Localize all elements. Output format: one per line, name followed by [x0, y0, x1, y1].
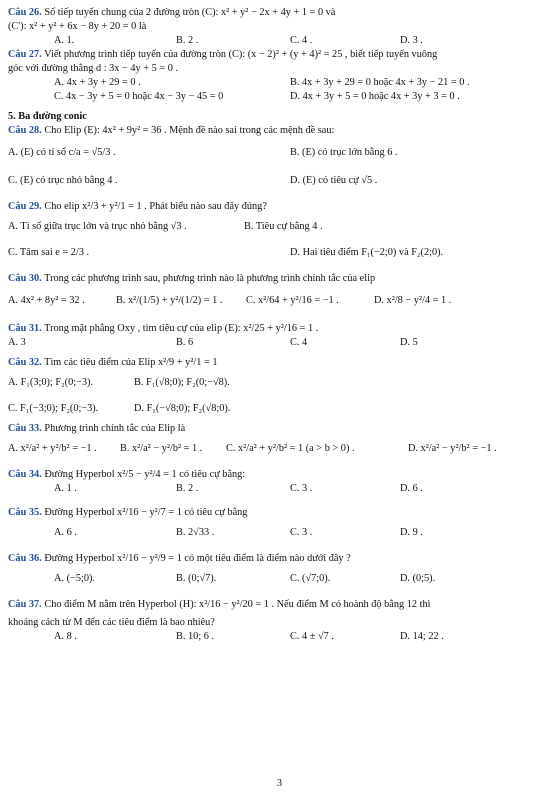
question-number: Câu 36. — [8, 553, 42, 564]
question-stem: Trong mặt phẳng Oxy , tìm tiêu cự của elip (E): x²/25 + y²/16 = 1 . — [44, 323, 319, 334]
option-c[interactable]: C. Tâm sai e = 2/3 . — [8, 247, 90, 258]
question-36 — [8, 552, 548, 592]
question-26 — [8, 6, 548, 48]
options-row — [8, 240, 548, 266]
question-number: Câu 31. — [8, 323, 42, 334]
option-c[interactable]: C. 3 . — [290, 527, 313, 538]
option-c[interactable]: C. 4 — [290, 337, 308, 348]
options-row — [8, 566, 548, 592]
option-a[interactable]: A. 1. — [54, 35, 75, 46]
question-33 — [8, 422, 548, 462]
option-d[interactable]: D. 5 — [400, 337, 418, 348]
options-row — [8, 34, 548, 48]
question-31 — [8, 322, 548, 350]
section-title: 5. Ba đường conic — [8, 111, 87, 122]
question-37 — [8, 598, 548, 644]
option-c[interactable]: C. (E) có trục nhỏ bằng 4 . — [8, 175, 118, 186]
options-row — [8, 214, 548, 240]
question-32 — [8, 356, 548, 422]
option-b[interactable]: B. x²/(1/5) + y²/(1/2) = 1 . — [116, 295, 223, 306]
options-row — [8, 482, 548, 496]
option-d[interactable]: D. 14; 22 . — [400, 631, 444, 642]
question-number: Câu 33. — [8, 423, 42, 434]
question-29 — [8, 200, 548, 266]
option-b[interactable]: B. 4x + 3y + 29 = 0 hoặc 4x + 3y − 21 = 0 . — [290, 77, 470, 88]
question-stem: Đường Hyperbol x²/16 − y²/7 = 1 có tiêu cự bằng — [44, 507, 248, 518]
options-row — [8, 90, 548, 104]
options-row — [8, 76, 548, 90]
option-c[interactable]: C. (√7;0). — [290, 573, 331, 584]
options-row — [8, 630, 548, 644]
question-27 — [8, 48, 548, 104]
option-b[interactable]: B. F₁(√8;0); F₂(0;−√8). — [134, 377, 230, 388]
question-stem: Cho điểm M nằm trên Hyperbol (H): x²/16 − y²/20 = 1 . Nếu điểm M có hoành độ bằng 12 thì — [44, 599, 431, 610]
question-stem: Phương trình chính tắc của Elip là — [44, 423, 186, 434]
question-stem: Viết phương trình tiếp tuyến của đường tròn (C): (x − 2)² + (y + 4)² = 25 , biết tiếp tuyến vuông — [44, 49, 438, 60]
options-row — [8, 138, 548, 168]
question-number: Câu 29. — [8, 201, 42, 212]
option-c[interactable]: C. 4 . — [290, 35, 313, 46]
option-d[interactable]: D. x²/8 − y²/4 = 1 . — [374, 295, 452, 306]
option-a[interactable]: A. 1 . — [54, 483, 77, 494]
question-stem: Đường Hyperbol x²/16 − y²/9 = 1 có một tiêu điểm là điểm nào dưới đây ? — [44, 553, 351, 564]
option-c[interactable]: C. x²/64 + y²/16 = −1 . — [246, 295, 339, 306]
options-row — [8, 396, 548, 422]
page-number: 3 — [277, 778, 282, 789]
options-row — [8, 336, 548, 350]
question-stem: Cho elip x²/3 + y²/1 = 1 . Phát biểu nào sau đây đúng? — [44, 201, 267, 212]
option-c[interactable]: C. 4 ± √7 . — [290, 631, 334, 642]
option-a[interactable]: A. 6 . — [54, 527, 77, 538]
question-35 — [8, 506, 548, 546]
option-c[interactable]: C. x²/a² + y²/b² = 1 (a > b > 0) . — [226, 443, 355, 454]
option-d[interactable]: D. 9 . — [400, 527, 423, 538]
option-b[interactable]: B. (0;√7). — [176, 573, 217, 584]
question-30 — [8, 272, 548, 316]
option-d[interactable]: D. Hai tiêu điểm F₁(−2;0) và F₂(2;0). — [290, 247, 444, 258]
option-b[interactable]: B. 2 . — [176, 483, 199, 494]
question-stem: Số tiếp tuyến chung của 2 đường tròn (C): x² + y² − 2x + 4y + 1 = 0 và — [44, 7, 336, 18]
option-a[interactable]: A. F₁(3;0); F₂(0;−3). — [8, 377, 94, 388]
question-number: Câu 30. — [8, 273, 42, 284]
option-c[interactable]: C. F₁(−3;0); F₂(0;−3). — [8, 403, 99, 414]
option-b[interactable]: B. 2 . — [176, 35, 199, 46]
options-row — [8, 286, 548, 316]
option-a[interactable]: A. 8 . — [54, 631, 77, 642]
question-number: Câu 27. — [8, 49, 42, 60]
question-stem: Tìm các tiêu điểm của Elip x²/9 + y²/1 = 1 — [44, 357, 218, 368]
options-row — [8, 370, 548, 396]
question-34 — [8, 468, 548, 496]
option-a[interactable]: A. (−5;0). — [54, 573, 95, 584]
question-number: Câu 37. — [8, 599, 42, 610]
options-row — [8, 436, 548, 462]
option-c[interactable]: C. 4x − 3y + 5 = 0 hoặc 4x − 3y − 45 = 0 — [54, 91, 224, 102]
option-d[interactable]: D. x²/a² − y²/b² = −1 . — [408, 443, 497, 454]
option-a[interactable]: A. x²/a² + y²/b² = −1 . — [8, 443, 97, 454]
option-a[interactable]: A. 4x + 3y + 29 = 0 . — [54, 77, 141, 88]
question-stem: Trong các phương trình sau, phương trình nào là phương trình chính tắc của elip — [44, 273, 376, 284]
question-number: Câu 35. — [8, 507, 42, 518]
question-number: Câu 32. — [8, 357, 42, 368]
option-a[interactable]: A. 3 — [8, 337, 26, 348]
option-a[interactable]: A. (E) có tỉ số c/a = √5/3 . — [8, 147, 116, 158]
option-d[interactable]: D. 3 . — [400, 35, 423, 46]
option-b[interactable]: B. x²/a² − y²/b² = 1 . — [120, 443, 203, 454]
option-a[interactable]: A. Tỉ số giữa trục lớn và trục nhỏ bằng √3 . — [8, 221, 187, 232]
option-c[interactable]: C. 3 . — [290, 483, 313, 494]
document-page — [8, 6, 548, 644]
question-number: Câu 34. — [8, 469, 42, 480]
question-stem-cont: khoảng cách từ M đến các tiêu điểm là bao nhiêu? — [8, 617, 215, 628]
options-row — [8, 168, 548, 194]
question-number: Câu 28. — [8, 125, 42, 136]
option-d[interactable]: D. (E) có tiêu cự √5 . — [290, 175, 378, 186]
option-d[interactable]: D. 6 . — [400, 483, 423, 494]
option-b[interactable]: B. Tiêu cự bằng 4 . — [244, 221, 323, 232]
option-d[interactable]: D. F₁(−√8;0); F₂(√8;0). — [134, 403, 231, 414]
options-row — [8, 520, 548, 546]
option-d[interactable]: D. 4x + 3y + 5 = 0 hoặc 4x + 3y + 3 = 0 . — [290, 91, 460, 102]
question-number: Câu 26. — [8, 7, 42, 18]
option-a[interactable]: A. 4x² + 8y² = 32 . — [8, 295, 85, 306]
question-stem: Cho Elip (E): 4x² + 9y² = 36 . Mệnh đề nào sai trong các mệnh đề sau: — [44, 125, 335, 136]
question-stem-cont: (C'): x² + y² + 6x − 8y + 20 = 0 là — [8, 21, 147, 32]
option-d[interactable]: D. (0;5). — [400, 573, 436, 584]
option-b[interactable]: B. 10; 6 . — [176, 631, 215, 642]
question-stem-cont: góc với đường thẳng d : 3x − 4y + 5 = 0 . — [8, 63, 179, 74]
option-b[interactable]: B. (E) có trục lớn bằng 6 . — [290, 147, 398, 158]
question-stem: Đường Hyperbol x²/5 − y²/4 = 1 có tiêu cự bằng: — [44, 469, 246, 480]
option-b[interactable]: B. 6 — [176, 337, 194, 348]
option-b[interactable]: B. 2√33 . — [176, 527, 215, 538]
question-28 — [8, 124, 548, 194]
